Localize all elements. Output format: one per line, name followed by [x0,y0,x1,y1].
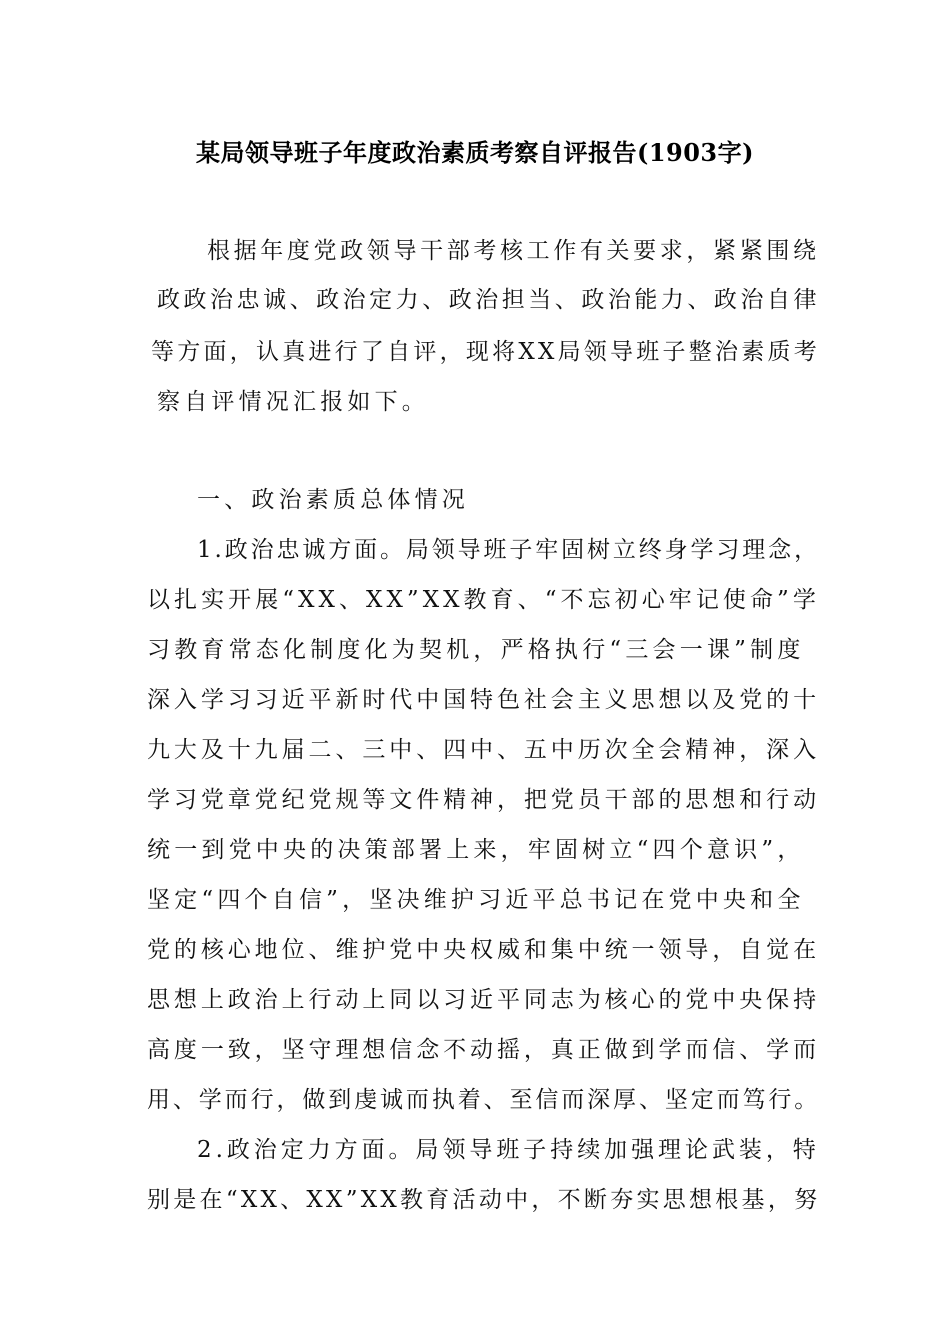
intro-line: 等方面，认真进行了自评，现将XX局领导班子整治素质考 [151,339,820,365]
body-line: 用、学而行，做到虔诚而执着、至信而深厚、坚定而笃行。 [147,1087,821,1113]
body-line: 高度一致，坚守理想信念不动摇，真正做到学而信、学而 [147,1037,820,1063]
body-line: 深入学习习近平新时代中国特色社会主义思想以及党的十 [147,687,820,713]
intro-line: 察自评情况汇报如下。 [157,389,429,415]
section-heading: 一、政治素质总体情况 [197,487,469,513]
body-line: 1.政治忠诚方面。局领导班子牢固树立终身学习理念， [197,537,820,563]
body-line: 九大及十九届二、三中、四中、五中历次全会精神，深入 [147,737,820,763]
intro-line: 政政治忠诚、政治定力、政治担当、政治能力、政治自律 [157,287,820,313]
body-line: 2.政治定力方面。局领导班子持续加强理论武装，特 [197,1137,820,1163]
body-line: 统一到党中央的决策部署上来，牢固树立“四个意识”， [147,837,805,863]
intro-line: 根据年度党政领导干部考核工作有关要求，紧紧围绕 [207,238,820,264]
body-line: 党的核心地位、维护党中央权威和集中统一领导，自觉在 [147,937,820,963]
body-line: 以扎实开展“XX、XX”XX教育、“不忘初心牢记使命”学 [147,587,820,613]
body-line: 别是在“XX、XX”XX教育活动中，不断夯实思想根基，努 [147,1187,821,1213]
body-line: 坚定“四个自信”，坚决维护习近平总书记在党中央和全 [147,887,805,913]
body-line: 学习党章党纪党规等文件精神，把党员干部的思想和行动 [147,787,820,813]
body-line: 思想上政治上行动上同以习近平同志为核心的党中央保持 [147,987,820,1013]
document-title: 某局领导班子年度政治素质考察自评报告(1903字) [195,138,754,167]
body-line: 习教育常态化制度化为契机，严格执行“三会一课”制度 [147,637,805,663]
